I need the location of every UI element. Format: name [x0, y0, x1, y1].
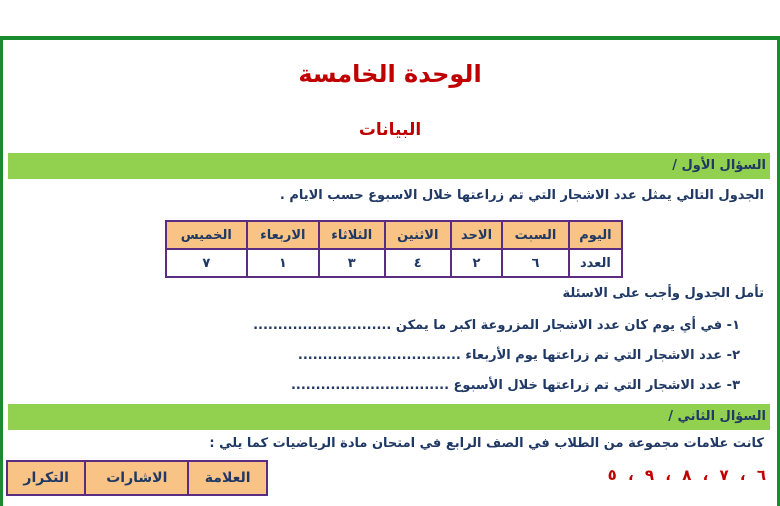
table-cell: ٦: [502, 249, 569, 277]
table-header-cell: التكرار: [7, 461, 85, 495]
question-1-intro: الجدول التالي يمثل عدد الاشجار التي تم زراعتها خلال الاسبوع حسب الايام .: [279, 188, 764, 203]
question-1-header: السؤال الأول /: [8, 153, 770, 179]
table-header-cell: الاربعاء: [247, 221, 319, 249]
top-bar: [0, 0, 780, 37]
question-2-header: السؤال الثاني /: [8, 404, 770, 430]
table-cell: ١: [247, 249, 319, 277]
table-header-day: اليوم: [569, 221, 622, 249]
table-cell: ٤: [385, 249, 451, 277]
question-1-item: ١- في أي يوم كان عدد الاشجار المزروعة اكبر ما يمكن ............................: [253, 318, 740, 333]
question-1-instruction: تأمل الجدول وأجب على الاسئلة: [562, 286, 764, 301]
question-2-intro: كانت علامات مجموعة من الطلاب في الصف الرابع في امتحان مادة الرياضيات كما يلي :: [209, 436, 764, 451]
marks-list: ٦ ، ٧ ، ٨ ، ٩ ، ٥: [607, 466, 766, 484]
table-cell: ٧: [166, 249, 247, 277]
table-header-cell: الثلاثاء: [319, 221, 385, 249]
question-1-item: ٣- عدد الاشجار التي تم زراعتها خلال الأسبوع ................................: [290, 378, 740, 393]
question-1-item: ٢- عدد الاشجار التي تم زراعتها يوم الأربعاء .................................: [297, 348, 740, 363]
table-header-cell: السبت: [502, 221, 569, 249]
grades-frequency-table: [6, 460, 268, 496]
table-cell: ٢: [451, 249, 502, 277]
table-header-cell: الاثنين: [385, 221, 451, 249]
table-header-cell: العلامة: [188, 461, 267, 495]
table-header-cell: الخميس: [166, 221, 247, 249]
table-cell: ٣: [319, 249, 385, 277]
table-header-cell: الاحد: [451, 221, 502, 249]
table-row-label-count: العدد: [569, 249, 622, 277]
unit-title: الوحدة الخامسة: [298, 60, 482, 88]
table-header-cell: الاشارات: [85, 461, 188, 495]
trees-per-day-table: [165, 220, 623, 278]
section-subtitle: البيانات: [358, 120, 422, 140]
